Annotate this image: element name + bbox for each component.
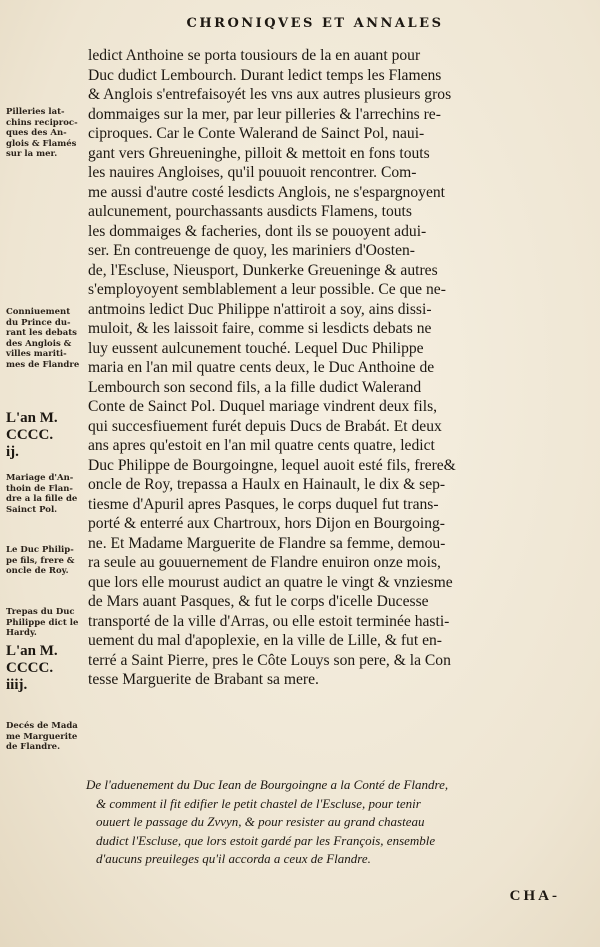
body-line: de Mars auant Pasques, & fut le corps d'icelle Ducesse xyxy=(88,593,429,610)
margin-note-line: CCCC. xyxy=(6,660,54,676)
summary-line: d'aucuns preuileges qu'il accorda a ceux de Flandre. xyxy=(96,851,371,866)
margin-note-line: L'an M. xyxy=(6,643,58,659)
margin-note-line: Decés de Mada xyxy=(6,721,78,731)
catchword: CHA- xyxy=(509,888,560,904)
margin-note-line: mes de Flandre xyxy=(6,359,80,370)
margin-note-line: Philippe dict le xyxy=(6,617,79,628)
summary-line: & comment il fit edifier le petit chastel de l'Escluse, pour tenir xyxy=(96,795,421,811)
margin-note-line: pe fils, frere & xyxy=(6,555,75,566)
margin-note-line: chins reciproc- xyxy=(6,117,78,128)
margin-note-line: Trepas du Duc xyxy=(6,607,75,617)
body-line: maria en l'an mil quatre cents deux, le Duc Anthoine de xyxy=(88,359,435,376)
body-line: Conte de Sainct Pol. Duquel mariage vindrent deux fils, xyxy=(88,398,438,415)
margin-note-line: Pilleries lat- xyxy=(6,107,65,117)
margin-note xyxy=(6,545,86,577)
body-text xyxy=(88,46,560,690)
body-line: Lembourch son second fils, a la fille dudict Walerand xyxy=(88,378,422,396)
body-line: tesse Marguerite de Brabant sa mere. xyxy=(88,671,319,688)
body-line: terré a Saint Pierre, pres le Côte Louys son pere, & la Con xyxy=(88,651,451,669)
body-line: qui succesfiuement furét depuis Ducs de Brabát. Et deux xyxy=(88,417,442,435)
summary-line: ouuert le passage du Zvvyn, & pour resister au grand chasteau xyxy=(96,814,425,829)
margin-note-line: glois & Flamés xyxy=(6,138,77,149)
margin-note-line: ij. xyxy=(6,444,19,460)
body-line: ser. En contreuenge de quoy, les mariniers d'Oosten- xyxy=(88,242,416,259)
chapter-summary xyxy=(86,776,562,869)
margin-year-note xyxy=(6,643,86,694)
summary-line: De l'aduenement du Duc Iean de Bourgoingne a la Conté de Flandre, xyxy=(86,777,449,792)
margin-note-line: Le Duc Philip- xyxy=(6,545,74,555)
margin-note-line: CCCC. xyxy=(6,427,54,443)
margin-note xyxy=(6,107,86,160)
body-line: & Anglois s'entrefaisoyét les vns aux autres plusieurs gros xyxy=(88,86,452,103)
body-line: muloit, & les laissoit faire, comme si lesdicts debats ne xyxy=(88,320,432,337)
body-line: antmoins ledict Duc Philippe n'attiroit a soy, ains dissi- xyxy=(88,300,432,318)
margin-note xyxy=(6,721,86,753)
margin-note xyxy=(6,307,86,370)
body-line: aulcunement, pourchassants ausdicts Flamens, touts xyxy=(88,203,412,220)
body-line: Duc Philippe de Bourgoingne, lequel auoit esté fils, frere& xyxy=(88,456,456,474)
body-line: ledict Anthoine se porta tousiours de la en auant pour xyxy=(88,47,421,64)
body-line: les dommaiges & facheries, dont ils se pouoyent adui- xyxy=(88,222,427,240)
body-line: gant vers Ghreueninghe, pilloit & mettoit en fons touts xyxy=(88,144,430,162)
margin-note-line: dre a la fille de xyxy=(6,494,78,504)
margin-note-line: L'an M. xyxy=(6,410,58,426)
body-line: les nauires Angloises, qu'il pouuoit rencontrer. Com- xyxy=(88,164,417,181)
margin-note-line: iiij. xyxy=(6,677,28,693)
margin-note-line: de Flandre. xyxy=(6,742,61,752)
margin-note-line: villes mariti- xyxy=(6,349,67,359)
margin-note-line: oncle de Roy. xyxy=(6,566,69,576)
margin-note-line: Conniuement xyxy=(6,307,71,317)
body-line: porté & enterré aux Chartroux, hors Dijon en Bourgoing- xyxy=(88,515,445,532)
margin-note-line: sur la mer. xyxy=(6,149,58,159)
running-header: CHRONIQVES ET ANNALES xyxy=(186,16,444,31)
margin-note-line: thoin de Flan- xyxy=(6,483,73,494)
margin-note-line: Hardy. xyxy=(6,628,37,638)
body-line: ne. Et Madame Marguerite de Flandre sa femme, demou- xyxy=(88,534,446,552)
body-line: que lors elle mourust audict an quatre le vingt & vnziesme xyxy=(88,573,453,591)
body-line: tiesme d'Apuril apres Pasques, le corps duquel fut trans- xyxy=(88,495,439,513)
summary-line: dudict l'Escluse, que lors estoit gardé par les François, ensemble xyxy=(96,832,436,848)
body-line: Duc dudict Lembourch. Durant ledict temps les Flamens xyxy=(88,66,442,84)
margin-note-line: du Prince du- xyxy=(6,317,71,328)
body-line: ans apres qu'estoit en l'an mil quatre cents quatre, ledict xyxy=(88,437,435,454)
margin-note-line: rant les debats xyxy=(6,328,77,338)
body-line: uement du mal d'apoplexie, en la ville de Lille, & fut en- xyxy=(88,632,442,649)
margin-note-line: Sainct Pol. xyxy=(6,504,58,515)
body-line: luy eussent aulcunement touché. Lequel Duc Philippe xyxy=(88,339,424,357)
margin-note-line: ques des An- xyxy=(6,128,67,138)
body-line: ra seule au gouuernement de Flandre enuiron onze mois, xyxy=(88,554,441,571)
body-line: dommaiges sur la mer, par leur pilleries & l'arrechins re- xyxy=(88,105,441,123)
body-line: me aussi d'autre costé lesdicts Anglois, ne s'espargnoyent xyxy=(88,183,445,201)
body-line: s'employoyent semblablement a leur possible. Ce que ne- xyxy=(88,281,446,298)
margin-note xyxy=(6,607,86,639)
body-line: de, l'Esclusе, Nieusport, Dunkerke Greueninge & autres xyxy=(88,261,438,279)
margin-year-note xyxy=(6,410,86,461)
margin-note-line: des Anglois & xyxy=(6,338,72,349)
margin-note xyxy=(6,473,86,515)
body-line: ciproques. Car le Conte Walerand de Sainct Pol, naui- xyxy=(88,125,425,142)
body-line: oncle de Roy, trepassa a Haulx en Hainault, le dix & sep- xyxy=(88,476,446,493)
body-line: transporté de la ville d'Arras, ou elle estoit terminée hasti- xyxy=(88,612,450,630)
margin-note-line: me Marguerite xyxy=(6,731,78,742)
margin-note-line: Mariage d'An- xyxy=(6,473,74,483)
